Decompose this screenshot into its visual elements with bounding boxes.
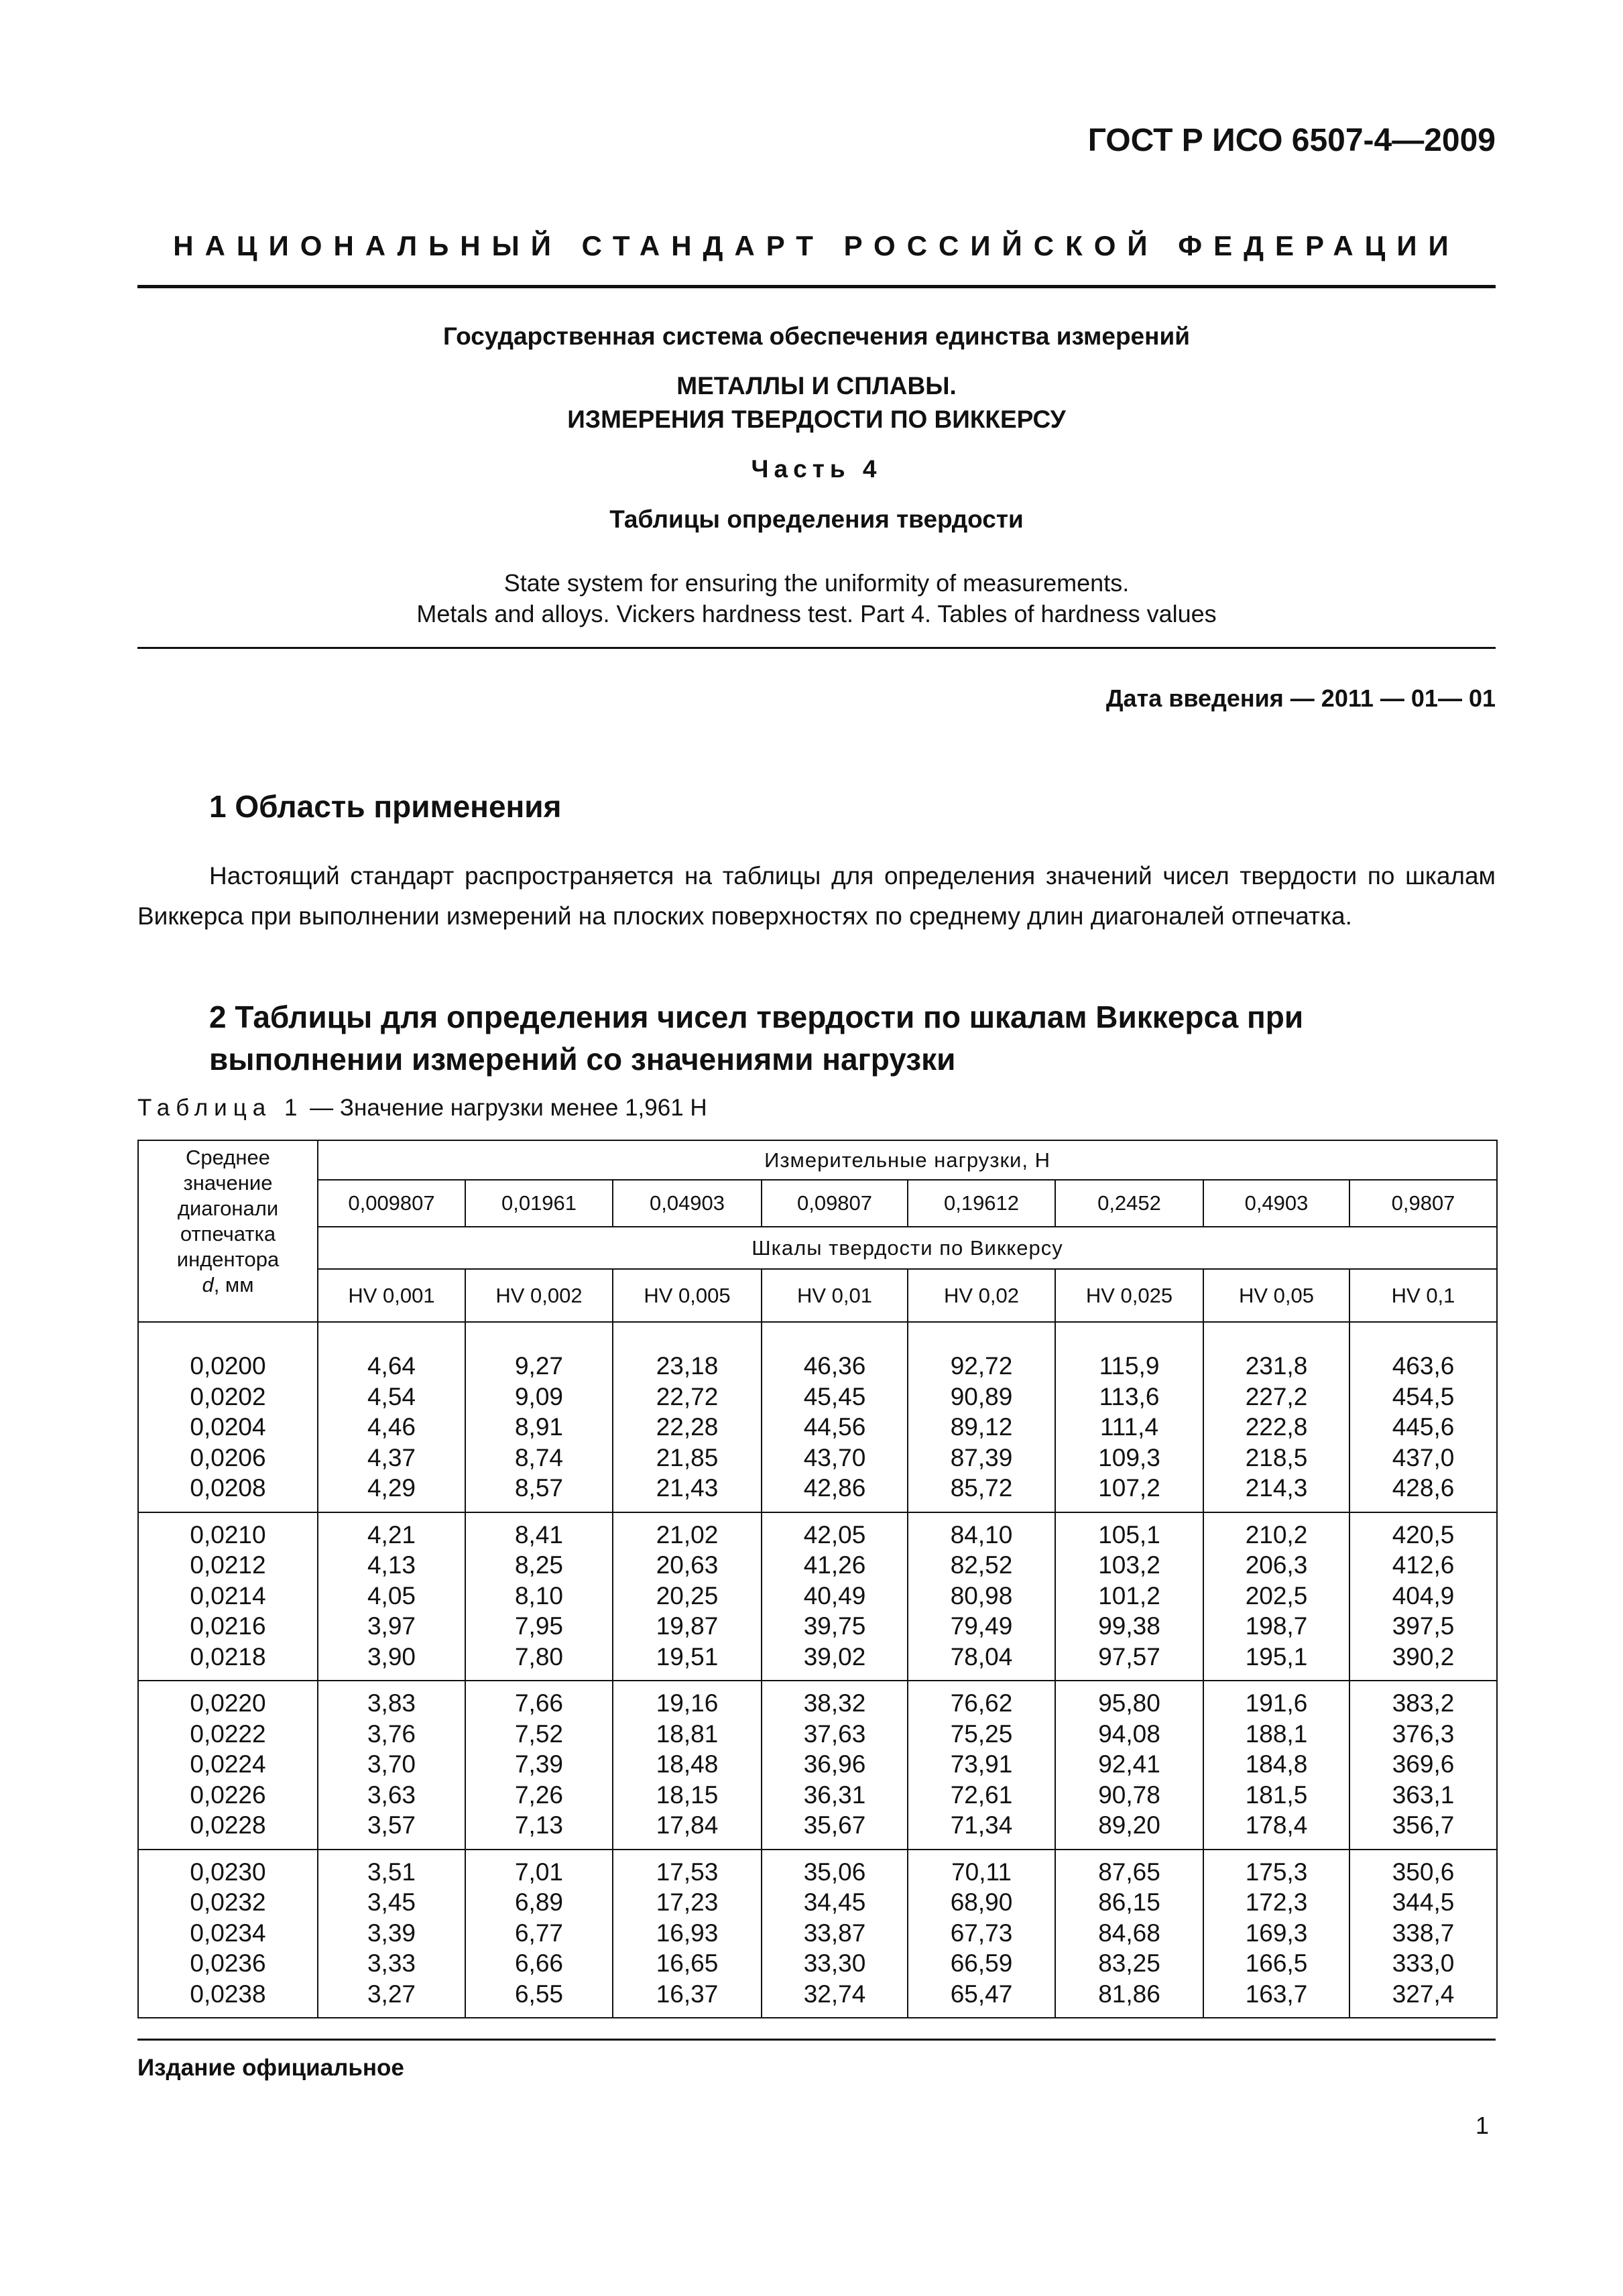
hardness-cell: 83,25 [1055, 1948, 1203, 1979]
hardness-cell: 4,37 [318, 1443, 465, 1473]
table-row [138, 1810, 1497, 1850]
hardness-cell: 111,4 [1055, 1412, 1203, 1443]
scale-label: HV 0,005 [613, 1269, 762, 1322]
hardness-cell: 8,10 [465, 1581, 613, 1612]
hardness-cell: 4,05 [318, 1581, 465, 1612]
hardness-cell: 81,86 [1055, 1979, 1203, 2018]
hardness-cell: 18,81 [613, 1719, 762, 1750]
hardness-cell: 218,5 [1203, 1443, 1349, 1473]
table-caption-label: Таблица 1 [137, 1095, 304, 1121]
hardness-cell: 397,5 [1349, 1611, 1497, 1642]
diagonal-cell: 0,0216 [138, 1611, 318, 1642]
hardness-cell: 113,6 [1055, 1382, 1203, 1412]
hardness-cell: 17,53 [613, 1850, 762, 1888]
hardness-cell: 19,51 [613, 1642, 762, 1681]
diagonal-header-line: диагонали [177, 1197, 279, 1220]
hardness-cell: 356,7 [1349, 1810, 1497, 1850]
hardness-cell: 34,45 [762, 1887, 908, 1918]
diagonal-cell: 0,0212 [138, 1550, 318, 1581]
diagonal-header-line: Среднее [186, 1146, 270, 1169]
hardness-cell: 39,75 [762, 1611, 908, 1642]
hardness-cell: 109,3 [1055, 1443, 1203, 1473]
hardness-cell: 20,63 [613, 1550, 762, 1581]
hardness-cell: 163,7 [1203, 1979, 1349, 2018]
diagonal-cell: 0,0238 [138, 1979, 318, 2018]
diagonal-cell: 0,0232 [138, 1887, 318, 1918]
hardness-cell: 89,12 [908, 1412, 1055, 1443]
diagonal-cell: 0,0202 [138, 1382, 318, 1412]
hardness-cell: 42,05 [762, 1512, 908, 1551]
diagonal-cell: 0,0228 [138, 1810, 318, 1850]
introduction-date: Дата введения — 2011 — 01— 01 [1105, 684, 1496, 712]
load-value: 0,4903 [1203, 1180, 1349, 1227]
hardness-cell: 437,0 [1349, 1443, 1497, 1473]
scale-label: HV 0,025 [1055, 1269, 1203, 1322]
diagonal-cell: 0,0220 [138, 1681, 318, 1719]
title-rule [137, 647, 1496, 649]
english-title-line-2: Metals and alloys. Vickers hardness test. Part 4. Tables of hardness values [416, 600, 1217, 627]
hardness-cell: 70,11 [908, 1850, 1055, 1888]
hardness-cell: 78,04 [908, 1642, 1055, 1681]
hardness-cell: 327,4 [1349, 1979, 1497, 2018]
diagonal-header-line: значение [183, 1171, 273, 1195]
hardness-cell: 169,3 [1203, 1918, 1349, 1949]
hardness-cell: 19,87 [613, 1611, 762, 1642]
diagonal-cell: 0,0222 [138, 1719, 318, 1750]
hardness-cell: 8,74 [465, 1443, 613, 1473]
table-row [138, 1412, 1497, 1443]
table-row [138, 1443, 1497, 1473]
hardness-cell: 202,5 [1203, 1581, 1349, 1612]
hardness-cell: 33,87 [762, 1918, 908, 1949]
diagonal-column-header [138, 1140, 318, 1322]
hardness-cell: 67,73 [908, 1918, 1055, 1949]
hardness-cell: 344,5 [1349, 1887, 1497, 1918]
hardness-cell: 39,02 [762, 1642, 908, 1681]
hardness-cell: 16,65 [613, 1948, 762, 1979]
table-row [138, 1979, 1497, 2018]
section-2-heading-line-1: 2 Таблицы для определения чисел твердости по шкалам Виккерса при [209, 1000, 1304, 1034]
hardness-cell: 68,90 [908, 1887, 1055, 1918]
english-title-line-1: State system for ensuring the uniformity of measurements. [503, 569, 1130, 597]
hardness-cell: 3,90 [318, 1642, 465, 1681]
loads-header: Измерительные нагрузки, Н [318, 1140, 1497, 1180]
hardness-cell: 363,1 [1349, 1780, 1497, 1811]
hardness-cell: 3,45 [318, 1887, 465, 1918]
hardness-cell: 115,9 [1055, 1322, 1203, 1382]
diagonal-cell: 0,0204 [138, 1412, 318, 1443]
subtitle: Таблицы определения твердости [609, 505, 1024, 533]
hardness-cell: 184,8 [1203, 1749, 1349, 1780]
hardness-cell: 333,0 [1349, 1948, 1497, 1979]
hardness-cell: 95,80 [1055, 1681, 1203, 1719]
part-number: Часть 4 [751, 455, 882, 483]
hardness-cell: 7,01 [465, 1850, 613, 1888]
hardness-cell: 42,86 [762, 1473, 908, 1512]
hardness-cell: 3,76 [318, 1719, 465, 1750]
table-row [138, 1887, 1497, 1918]
hardness-cell: 73,91 [908, 1749, 1055, 1780]
load-value: 0,9807 [1349, 1180, 1497, 1227]
diagonal-cell: 0,0234 [138, 1918, 318, 1949]
table-caption-text: — Значение нагрузки менее 1,961 Н [303, 1095, 707, 1121]
hardness-cell: 40,49 [762, 1581, 908, 1612]
hardness-cell: 84,10 [908, 1512, 1055, 1551]
loads-row [138, 1180, 1497, 1227]
hardness-cell: 412,6 [1349, 1550, 1497, 1581]
diagonal-cell: 0,0206 [138, 1443, 318, 1473]
diagonal-cell: 0,0200 [138, 1322, 318, 1382]
hardness-cell: 4,21 [318, 1512, 465, 1551]
hardness-cell: 80,98 [908, 1581, 1055, 1612]
hardness-cell: 37,63 [762, 1719, 908, 1750]
hardness-cell: 8,41 [465, 1512, 613, 1551]
hardness-cell: 101,2 [1055, 1581, 1203, 1612]
hardness-cell: 3,27 [318, 1979, 465, 2018]
hardness-cell: 181,5 [1203, 1780, 1349, 1811]
hardness-cell: 92,41 [1055, 1749, 1203, 1780]
hardness-table [137, 1140, 1498, 2018]
hardness-cell: 89,20 [1055, 1810, 1203, 1850]
header-rule [137, 285, 1496, 288]
hardness-cell: 222,8 [1203, 1412, 1349, 1443]
document-code: ГОСТ Р ИСО 6507-4—2009 [1087, 123, 1496, 158]
hardness-cell: 463,6 [1349, 1322, 1497, 1382]
hardness-cell: 3,63 [318, 1780, 465, 1811]
hardness-cell: 71,34 [908, 1810, 1055, 1850]
hardness-cell: 195,1 [1203, 1642, 1349, 1681]
hardness-cell: 4,54 [318, 1382, 465, 1412]
hardness-cell: 6,55 [465, 1979, 613, 2018]
hardness-cell: 105,1 [1055, 1512, 1203, 1551]
hardness-cell: 36,96 [762, 1749, 908, 1780]
hardness-cell: 172,3 [1203, 1887, 1349, 1918]
load-value: 0,19612 [908, 1180, 1055, 1227]
scale-label: HV 0,002 [465, 1269, 613, 1322]
hardness-cell: 76,62 [908, 1681, 1055, 1719]
hardness-cell: 7,13 [465, 1810, 613, 1850]
table-row [138, 1719, 1497, 1750]
table-row [138, 1512, 1497, 1551]
hardness-cell: 166,5 [1203, 1948, 1349, 1979]
table-row [138, 1581, 1497, 1612]
national-standard-title: НАЦИОНАЛЬНЫЙ СТАНДАРТ РОССИЙСКОЙ ФЕДЕРАЦИИ [173, 230, 1460, 261]
hardness-cell: 85,72 [908, 1473, 1055, 1512]
table-row [138, 1322, 1497, 1382]
hardness-cell: 18,48 [613, 1749, 762, 1780]
hardness-cell: 65,47 [908, 1979, 1055, 2018]
hardness-cell: 20,25 [613, 1581, 762, 1612]
hardness-cell: 7,66 [465, 1681, 613, 1719]
table-row [138, 1918, 1497, 1949]
hardness-cell: 45,45 [762, 1382, 908, 1412]
official-edition-label: Издание официальное [137, 2055, 404, 2081]
hardness-cell: 4,46 [318, 1412, 465, 1443]
scale-label: HV 0,001 [318, 1269, 465, 1322]
hardness-cell: 3,97 [318, 1611, 465, 1642]
table-row [138, 1642, 1497, 1681]
hardness-cell: 86,15 [1055, 1887, 1203, 1918]
hardness-cell: 44,56 [762, 1412, 908, 1443]
hardness-cell: 376,3 [1349, 1719, 1497, 1750]
diagonal-cell: 0,0236 [138, 1948, 318, 1979]
hardness-cell: 94,08 [1055, 1719, 1203, 1750]
hardness-cell: 21,85 [613, 1443, 762, 1473]
hardness-cell: 383,2 [1349, 1681, 1497, 1719]
hardness-cell: 9,09 [465, 1382, 613, 1412]
hardness-cell: 188,1 [1203, 1719, 1349, 1750]
hardness-cell: 22,72 [613, 1382, 762, 1412]
hardness-cell: 7,95 [465, 1611, 613, 1642]
title-line-1: МЕТАЛЛЫ И СПЛАВЫ. [676, 372, 957, 400]
hardness-cell: 214,3 [1203, 1473, 1349, 1512]
section-1-text: Настоящий стандарт распространяется на таблицы для определения значений чисел твердости по шкалам Виккерса при выполнении измерений на плоских поверхностях по среднему длин диагоналей отпечатка. [137, 862, 1496, 930]
diagonal-cell: 0,0226 [138, 1780, 318, 1811]
hardness-cell: 178,4 [1203, 1810, 1349, 1850]
diagonal-cell: 0,0208 [138, 1473, 318, 1512]
page-number: 1 [1475, 2112, 1489, 2139]
title-line-2: ИЗМЕРЕНИЯ ТВЕРДОСТИ ПО ВИККЕРСУ [567, 406, 1066, 433]
table-row [138, 1681, 1497, 1719]
hardness-cell: 4,13 [318, 1550, 465, 1581]
scales-header: Шкалы твердости по Виккерсу [318, 1227, 1497, 1269]
scale-label: HV 0,1 [1349, 1269, 1497, 1322]
section-1-heading: 1 Область применения [209, 789, 562, 824]
table-row [138, 1749, 1497, 1780]
diagonal-header-line: индентора [176, 1248, 280, 1271]
hardness-cell: 99,38 [1055, 1611, 1203, 1642]
hardness-cell: 369,6 [1349, 1749, 1497, 1780]
hardness-cell: 103,2 [1055, 1550, 1203, 1581]
diagonal-cell: 0,0224 [138, 1749, 318, 1780]
hardness-cell: 90,89 [908, 1382, 1055, 1412]
hardness-cell: 23,18 [613, 1322, 762, 1382]
hardness-cell: 198,7 [1203, 1611, 1349, 1642]
table-row [138, 1550, 1497, 1581]
scale-label: HV 0,01 [762, 1269, 908, 1322]
load-value: 0,01961 [465, 1180, 613, 1227]
hardness-cell: 107,2 [1055, 1473, 1203, 1512]
diagonal-cell: 0,0214 [138, 1581, 318, 1612]
hardness-cell: 3,51 [318, 1850, 465, 1888]
hardness-cell: 17,23 [613, 1887, 762, 1918]
hardness-cell: 206,3 [1203, 1550, 1349, 1581]
hardness-cell: 6,66 [465, 1948, 613, 1979]
load-value: 0,09807 [762, 1180, 908, 1227]
hardness-cell: 35,67 [762, 1810, 908, 1850]
section-2-heading-line-2: выполнении измерений со значениями нагрузки [209, 1042, 956, 1077]
load-value: 0,04903 [613, 1180, 762, 1227]
hardness-cell: 18,15 [613, 1780, 762, 1811]
hardness-cell: 38,32 [762, 1681, 908, 1719]
hardness-cell: 210,2 [1203, 1512, 1349, 1551]
hardness-cell: 3,57 [318, 1810, 465, 1850]
table-body [138, 1322, 1497, 2018]
hardness-cell: 4,29 [318, 1473, 465, 1512]
hardness-cell: 6,89 [465, 1887, 613, 1918]
hardness-cell: 8,57 [465, 1473, 613, 1512]
hardness-cell: 3,70 [318, 1749, 465, 1780]
hardness-cell: 3,39 [318, 1918, 465, 1949]
hardness-cell: 3,83 [318, 1681, 465, 1719]
scale-label: HV 0,02 [908, 1269, 1055, 1322]
hardness-cell: 8,91 [465, 1412, 613, 1443]
hardness-cell: 87,39 [908, 1443, 1055, 1473]
hardness-cell: 227,2 [1203, 1382, 1349, 1412]
hardness-cell: 4,64 [318, 1322, 465, 1382]
hardness-cell: 454,5 [1349, 1382, 1497, 1412]
hardness-cell: 7,80 [465, 1642, 613, 1681]
hardness-cell: 46,36 [762, 1322, 908, 1382]
table-row [138, 1473, 1497, 1512]
hardness-cell: 404,9 [1349, 1581, 1497, 1612]
hardness-cell: 72,61 [908, 1780, 1055, 1811]
hardness-cell: 8,25 [465, 1550, 613, 1581]
table-row [138, 1948, 1497, 1979]
hardness-cell: 97,57 [1055, 1642, 1203, 1681]
hardness-cell: 7,39 [465, 1749, 613, 1780]
hardness-cell: 175,3 [1203, 1850, 1349, 1888]
hardness-cell: 19,16 [613, 1681, 762, 1719]
hardness-cell: 338,7 [1349, 1918, 1497, 1949]
hardness-cell: 16,93 [613, 1918, 762, 1949]
table-row [138, 1850, 1497, 1888]
load-value: 0,009807 [318, 1180, 465, 1227]
diagonal-header-line: отпечатка [180, 1222, 276, 1246]
hardness-cell: 350,6 [1349, 1850, 1497, 1888]
hardness-cell: 191,6 [1203, 1681, 1349, 1719]
scale-label: HV 0,05 [1203, 1269, 1349, 1322]
hardness-cell: 87,65 [1055, 1850, 1203, 1888]
hardness-cell: 9,27 [465, 1322, 613, 1382]
hardness-cell: 35,06 [762, 1850, 908, 1888]
hardness-cell: 420,5 [1349, 1512, 1497, 1551]
hardness-cell: 36,31 [762, 1780, 908, 1811]
hardness-cell: 32,74 [762, 1979, 908, 2018]
hardness-cell: 7,52 [465, 1719, 613, 1750]
hardness-cell: 21,02 [613, 1512, 762, 1551]
hardness-cell: 6,77 [465, 1918, 613, 1949]
diagonal-symbol: d [202, 1273, 214, 1296]
hardness-cell: 445,6 [1349, 1412, 1497, 1443]
system-title: Государственная система обеспечения единства измерений [443, 322, 1190, 350]
hardness-cell: 43,70 [762, 1443, 908, 1473]
load-value: 0,2452 [1055, 1180, 1203, 1227]
hardness-cell: 92,72 [908, 1322, 1055, 1382]
hardness-cell: 21,43 [613, 1473, 762, 1512]
hardness-cell: 90,78 [1055, 1780, 1203, 1811]
table-row [138, 1780, 1497, 1811]
hardness-cell: 66,59 [908, 1948, 1055, 1979]
hardness-cell: 428,6 [1349, 1473, 1497, 1512]
diagonal-cell: 0,0210 [138, 1512, 318, 1551]
hardness-cell: 3,33 [318, 1948, 465, 1979]
diagonal-cell: 0,0218 [138, 1642, 318, 1681]
table-row [138, 1611, 1497, 1642]
hardness-cell: 231,8 [1203, 1322, 1349, 1382]
hardness-cell: 75,25 [908, 1719, 1055, 1750]
footer-rule [137, 2039, 1496, 2041]
hardness-cell: 79,49 [908, 1611, 1055, 1642]
hardness-cell: 390,2 [1349, 1642, 1497, 1681]
hardness-cell: 84,68 [1055, 1918, 1203, 1949]
scales-row [138, 1269, 1497, 1322]
hardness-cell: 17,84 [613, 1810, 762, 1850]
hardness-cell: 22,28 [613, 1412, 762, 1443]
hardness-cell: 82,52 [908, 1550, 1055, 1581]
diagonal-cell: 0,0230 [138, 1850, 318, 1888]
hardness-cell: 7,26 [465, 1780, 613, 1811]
diagonal-unit: , мм [213, 1273, 254, 1296]
diagonal-header-line [143, 1272, 313, 1298]
table-caption [137, 1095, 707, 1122]
hardness-cell: 33,30 [762, 1948, 908, 1979]
table-row [138, 1382, 1497, 1412]
hardness-cell: 16,37 [613, 1979, 762, 2018]
hardness-cell: 41,26 [762, 1550, 908, 1581]
